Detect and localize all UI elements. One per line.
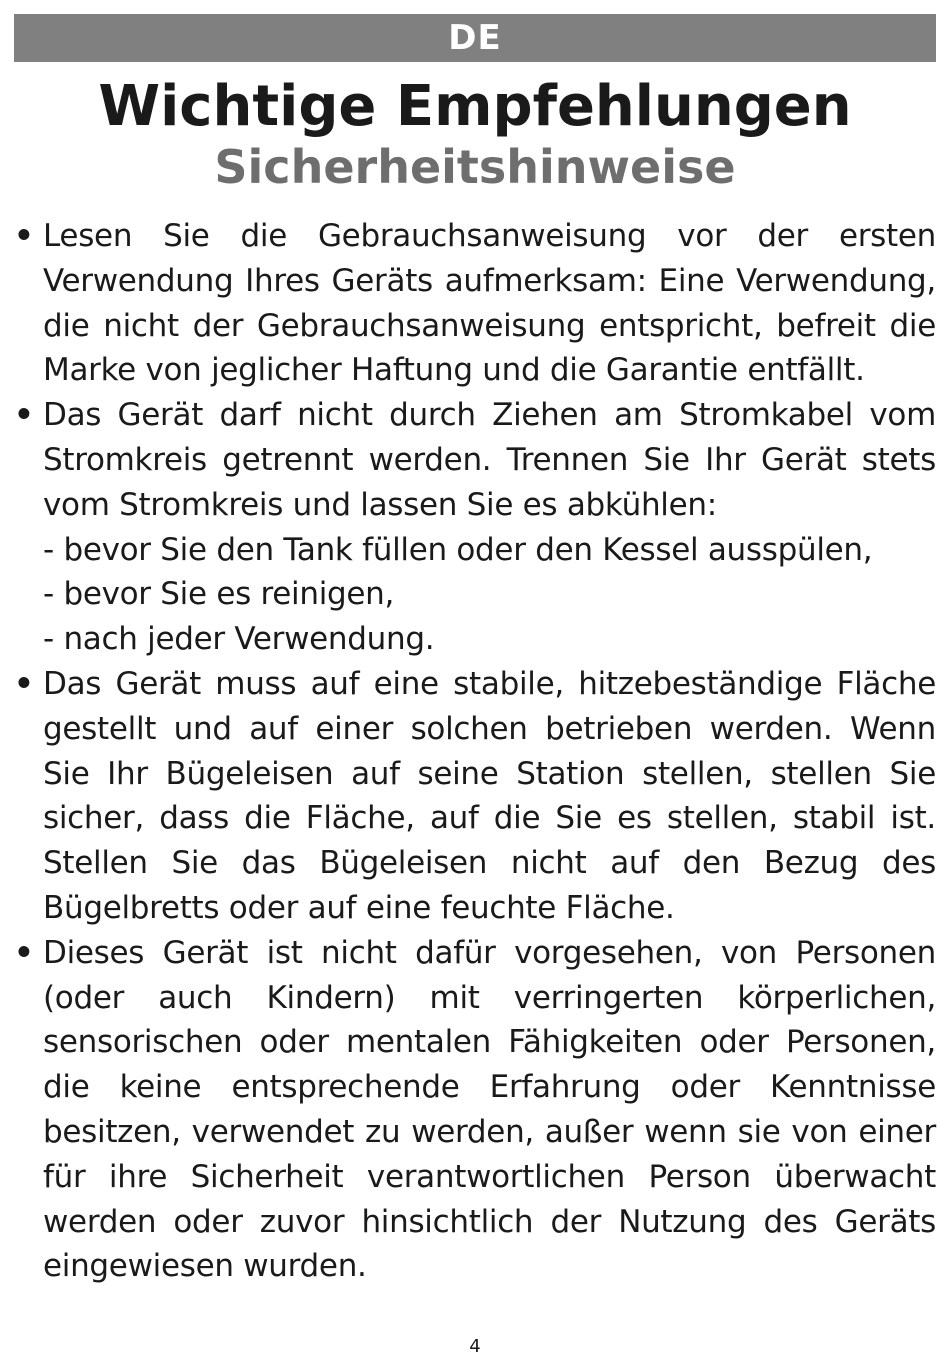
bullet-icon: • [14, 665, 34, 702]
sub-item: - bevor Sie es reinigen, [43, 576, 395, 613]
language-label: DE [448, 18, 502, 58]
page-number: 4 [469, 1336, 481, 1357]
list-item-text: Lesen Sie die Gebrauchsanweisung vor der ersten Verwendung Ihres Geräts aufmerksam: Eine Verwendung, die nicht der Gebrauchsanweisung entspricht, befreit die Marke von jeglicher Haftung und die Garantie entfällt. [43, 218, 936, 389]
sub-item: - nach jeder Verwendung. [43, 621, 435, 658]
list-item-text: Das Gerät muss auf eine stabile, hitzebeständige Fläche gestellt und auf einer solchen betrieben werden. Wenn Sie Ihr Bügeleisen auf seine Station stellen, stellen Sie sicher, dass die Fläche, auf die Sie es stellen, stabil ist. Stellen Sie das Bügeleisen nicht auf den Bezug des Bügelbretts oder auf eine feuchte Fläche. [43, 665, 936, 926]
page-title: Wichtige Empfehlungen [98, 74, 852, 139]
sub-item: - bevor Sie den Tank füllen oder den Kessel ausspülen, [43, 531, 873, 568]
list-item [14, 393, 936, 662]
language-bar [14, 14, 936, 62]
list-item [14, 662, 936, 931]
list-item [14, 931, 936, 1289]
list-item-text: Das Gerät darf nicht durch Ziehen am Stromkabel vom Stromkreis getrennt werden. Trennen Sie Ihr Gerät stets vom Stromkreis und lassen Sie es abkühlen: [43, 397, 936, 523]
page-subtitle: Sicherheitshinweise [214, 140, 736, 194]
list-item-text: Dieses Gerät ist nicht dafür vorgesehen, von Personen (oder auch Kindern) mit verringerten körperlichen, sensorischen oder mentalen Fähigkeiten oder Personen, die keine entsprechende Erfahrung oder Kenntnisse besitzen, verwendet zu werden, außer wenn sie von einer für ihre Sicherheit verantwortlichen Person überwacht werden oder zuvor hinsichtlich der Nutzung des Geräts eingewiesen wurden. [43, 934, 936, 1285]
bullet-icon: • [14, 934, 34, 971]
bullet-icon: • [14, 218, 34, 254]
safety-instructions-list [14, 214, 936, 1289]
list-item [14, 214, 936, 393]
bullet-icon: • [14, 397, 34, 434]
